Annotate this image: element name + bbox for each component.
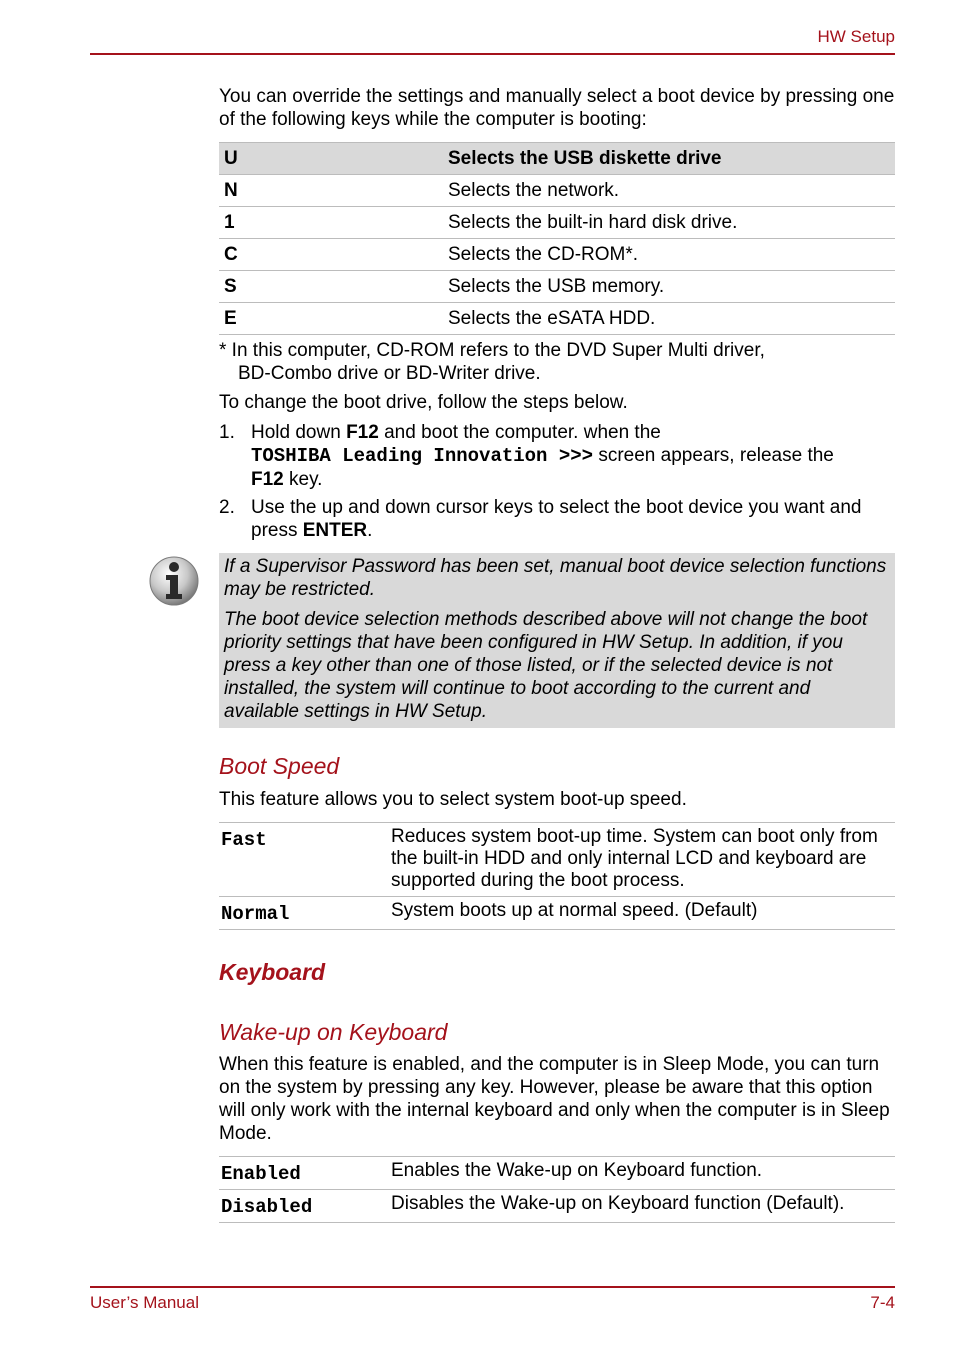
boot-screen-text: TOSHIBA Leading Innovation >>> xyxy=(251,445,594,467)
footer-manual-title: User’s Manual xyxy=(90,1293,199,1312)
note-paragraph-1: If a Supervisor Password has been set, manual boot device selection functions may be restricted. xyxy=(224,556,887,600)
option-desc: System boots up at normal speed. (Default) xyxy=(389,897,895,930)
step-text: Hold down xyxy=(251,422,347,443)
table-cell-key: E xyxy=(219,303,443,335)
option-desc: Reduces system boot-up time. System can boot only from the built-in HDD and only internal LCD and keyboard are supported during the boot process. xyxy=(389,823,895,897)
step-number: 2. xyxy=(219,497,235,518)
table-header-key: U xyxy=(219,143,443,175)
key-f12: F12 xyxy=(251,469,284,490)
wakeup-description: When this feature is enabled, and the computer is in Sleep Mode, you can turn on the system by pressing any key. However, please be aware that this option will only work with the internal keyboard and only when the computer is in Sleep Mode. xyxy=(219,1054,890,1144)
table-header-row xyxy=(219,143,895,175)
footer-rule xyxy=(90,1286,895,1288)
table-cell-desc: Selects the eSATA HDD. xyxy=(443,303,895,335)
key-enter: ENTER xyxy=(302,520,368,541)
table-row xyxy=(219,303,895,335)
option-key: Normal xyxy=(219,897,389,930)
intro-paragraph: You can override the settings and manually select a boot device by pressing one of the following keys while the computer is booting: xyxy=(219,86,895,130)
option-desc: Disables the Wake-up on Keyboard function (Default). xyxy=(389,1190,895,1223)
table-row xyxy=(219,175,895,207)
step-text: and boot the computer. when the xyxy=(378,422,661,443)
table-row xyxy=(219,271,895,303)
table-row xyxy=(219,207,895,239)
header-rule xyxy=(90,53,895,55)
table-cell-desc: Selects the built-in hard disk drive. xyxy=(443,207,895,239)
keyboard-heading: Keyboard xyxy=(219,959,326,985)
table-cell-desc: Selects the CD-ROM*. xyxy=(443,239,895,271)
table-cell-desc: Selects the USB memory. xyxy=(443,271,895,303)
table-cell-desc: Selects the network. xyxy=(443,175,895,207)
table-cell-key: N xyxy=(219,175,443,207)
step-text: Use the up and down cursor keys to select the boot device you want and press xyxy=(251,497,862,541)
wakeup-heading: Wake-up on Keyboard xyxy=(219,1019,448,1045)
footnote-line-1: * In this computer, CD-ROM refers to the DVD Super Multi driver, xyxy=(219,340,765,361)
step-number: 1. xyxy=(219,422,235,443)
table-row xyxy=(219,823,895,897)
footer-page-number: 7-4 xyxy=(870,1293,895,1312)
table-cell-key: 1 xyxy=(219,207,443,239)
footnote xyxy=(219,339,895,385)
boot-speed-table xyxy=(219,822,895,930)
step-1 xyxy=(219,421,895,491)
key-f12: F12 xyxy=(346,422,379,443)
step-text: key. xyxy=(283,469,323,490)
option-desc: Enables the Wake-up on Keyboard function. xyxy=(389,1157,895,1190)
boot-speed-heading: Boot Speed xyxy=(219,753,340,779)
info-icon xyxy=(148,555,200,607)
boot-speed-description: This feature allows you to select system boot-up speed. xyxy=(219,789,687,810)
step-2 xyxy=(219,496,895,542)
table-row xyxy=(219,1190,895,1223)
header-title: HW Setup xyxy=(817,27,895,46)
step-text: . xyxy=(367,520,373,541)
table-row xyxy=(219,1157,895,1190)
option-key: Enabled xyxy=(219,1157,389,1190)
table-row xyxy=(219,239,895,271)
wakeup-table xyxy=(219,1156,895,1223)
step-text: screen appears, release the xyxy=(593,445,834,466)
table-cell-key: C xyxy=(219,239,443,271)
boot-keys-table xyxy=(219,142,895,335)
steps-intro: To change the boot drive, follow the steps below. xyxy=(219,392,628,413)
note-paragraph-2: The boot device selection methods described above will not change the boot priority settings that have been configured in HW Setup. In addition, if you press a key other than one of those listed, or if the selected device is not installed, the system will continue to boot according to the current and available settings in HW Setup. xyxy=(224,609,868,722)
footnote-line-2: BD-Combo drive or BD-Writer drive. xyxy=(238,363,541,384)
table-cell-key: S xyxy=(219,271,443,303)
note-box xyxy=(219,553,895,728)
option-key: Fast xyxy=(219,823,389,897)
table-row xyxy=(219,897,895,930)
option-key: Disabled xyxy=(219,1190,389,1223)
table-header-desc: Selects the USB diskette drive xyxy=(443,143,895,175)
